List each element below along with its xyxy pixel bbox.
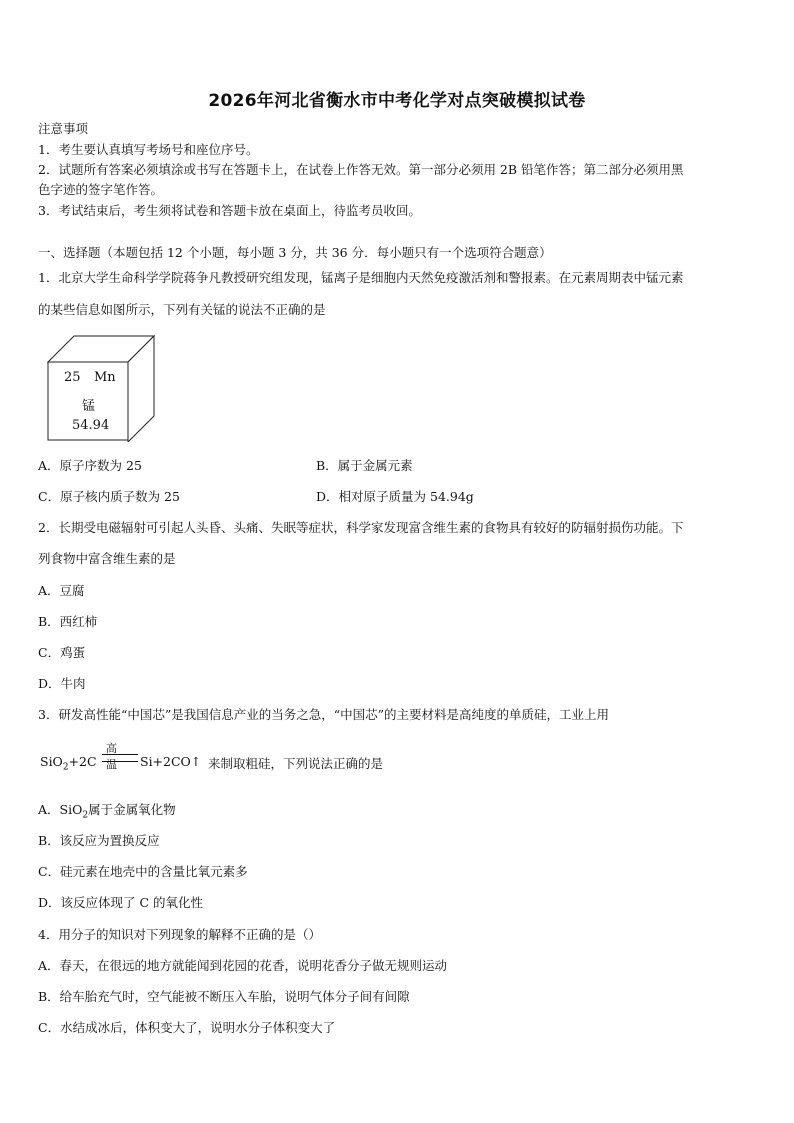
section-heading: 一、选择题（本题包括 12 个小题，每小题 3 分，共 36 分．每小题只有一个选项符合题意） — [38, 245, 552, 260]
question-1-stem: 的某些信息如图所示，下列有关锰的说法不正确的是 — [38, 302, 326, 317]
notice-item: 色字迹的签字笔作答。 — [38, 182, 164, 197]
equals-sign — [102, 754, 138, 762]
equation-products: Si+2CO↑ — [140, 754, 202, 769]
question-2-stem: 列食物中富含维生素的是 — [38, 551, 176, 566]
notice-item: 2．试题所有答案必须填涂或书写在答题卡上，在试卷上作答无效。第一部分必须用 2B 铅笔作答；第二部分必须用黑 — [38, 162, 684, 177]
option-d: D．相对原子质量为 54.94g — [316, 489, 474, 504]
option-c: C．原子核内质子数为 25 — [38, 489, 180, 504]
element-symbol: Mn — [94, 370, 116, 385]
option-a: A．豆腐 — [38, 583, 85, 598]
equation-tail: 来制取粗硅，下列说法正确的是 — [208, 756, 384, 771]
notice-item: 1．考生要认真填写考场号和座位序号。 — [38, 142, 259, 157]
page-title: 2026年河北省衡水市中考化学对点突破模拟试卷 — [208, 91, 586, 111]
option-c: C．水结成冰后，体积变大了，说明水分子体积变大了 — [38, 1020, 336, 1035]
question-4-stem: 4．用分子的知识对下列现象的解释不正确的是（） — [38, 927, 321, 942]
option-d: D．该反应体现了 C 的氧化性 — [38, 895, 204, 910]
option-a: A．SiO$_2$属于金属氧化物 — [38, 802, 176, 821]
option-c: C．鸡蛋 — [38, 645, 86, 660]
atomic-mass: 54.94 — [72, 418, 110, 433]
question-3-stem: 3．研发高性能“中国芯”是我国信息产业的当务之急，“中国芯”的主要材料是高纯度的单质硅，工业上用 — [38, 707, 610, 722]
option-d: D．牛肉 — [38, 676, 86, 691]
equation-reactants: SiO$_2$+2C — [40, 754, 97, 773]
notice-heading: 注意事项 — [38, 121, 89, 136]
option-b: B．给车胎充气时，空气能被不断压入车胎，说明气体分子间有间隙 — [38, 989, 410, 1004]
reaction-condition: 高温 — [106, 742, 117, 771]
option-b: B．西红柿 — [38, 614, 98, 629]
question-1-stem: 1．北京大学生命科学学院蒋争凡教授研究组发现，锰离子是细胞内天然免疫激活剂和警报素。在元素周期表中锰元素 — [38, 270, 684, 285]
option-a: A．原子序数为 25 — [38, 458, 142, 473]
element-tile-manganese — [46, 334, 158, 442]
atomic-number: 25 — [64, 370, 81, 385]
option-b: B．该反应为置换反应 — [38, 833, 160, 848]
element-name: 锰 — [82, 399, 96, 414]
option-a: A．春天，在很远的地方就能闻到花园的花香，说明花香分子做无规则运动 — [38, 958, 448, 973]
notice-item: 3．考试结束后，考生须将试卷和答题卡放在桌面上，待监考员收回。 — [38, 203, 421, 218]
option-c: C．硅元素在地壳中的含量比氧元素多 — [38, 864, 248, 879]
option-b: B．属于金属元素 — [316, 458, 413, 473]
question-2-stem: 2．长期受电磁辐射可引起人头昏、头痛、失眠等症状，科学家发现富含维生素的食物具有较好的防辐射损伤功能。下 — [38, 520, 684, 535]
